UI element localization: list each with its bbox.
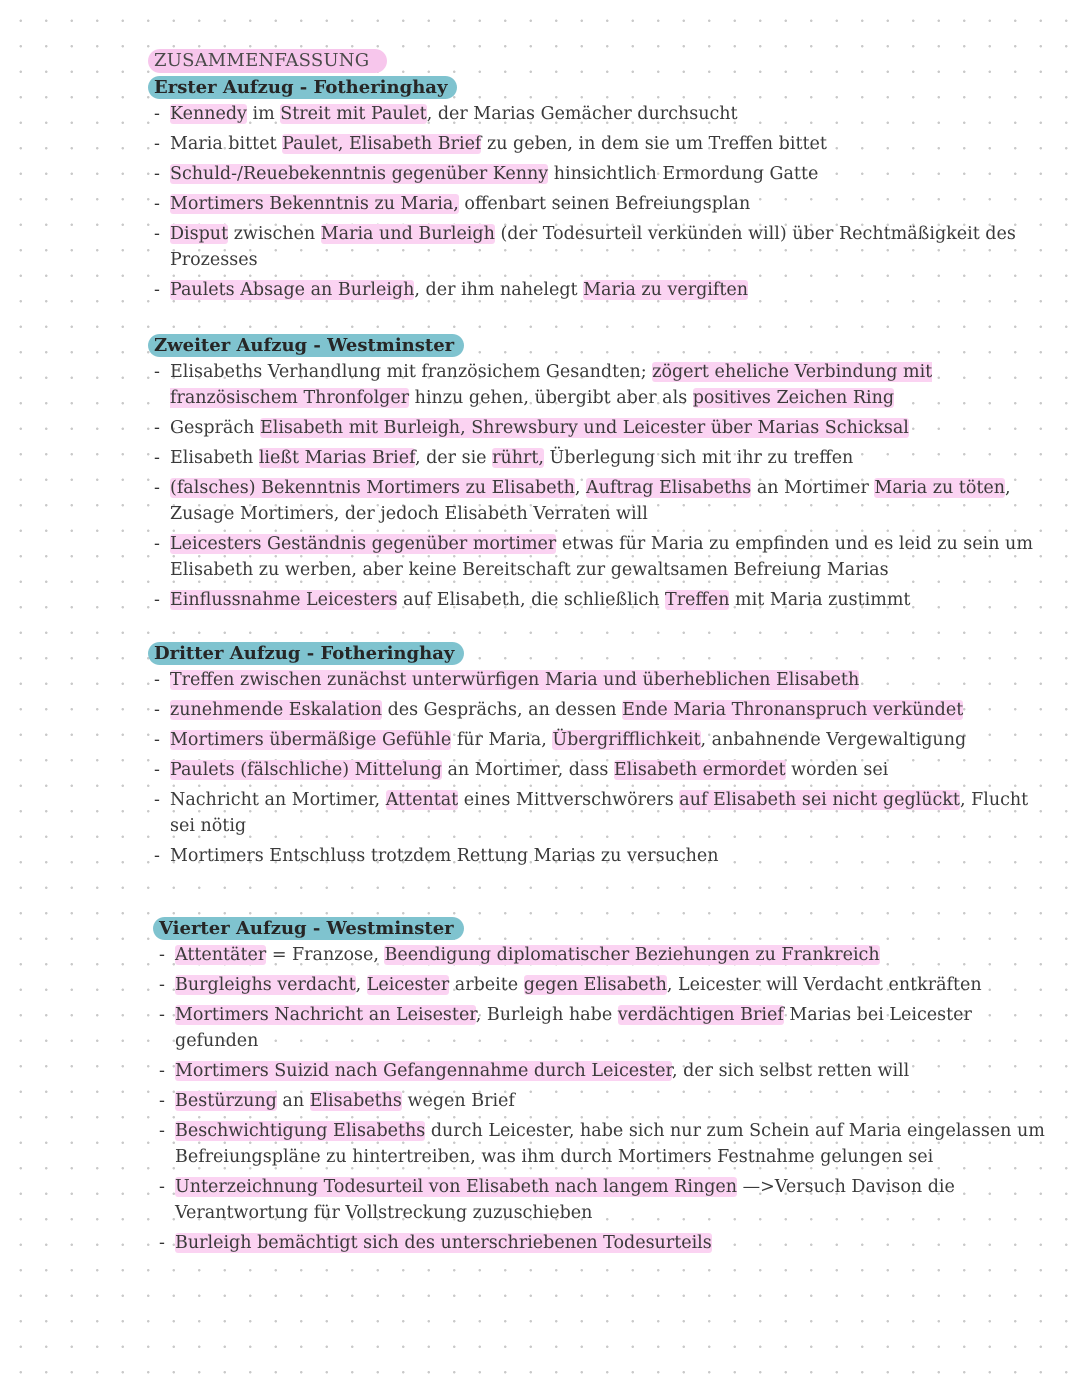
list-item: [148, 843, 1048, 869]
list-item: [148, 475, 1048, 527]
text-segment: ,: [574, 478, 587, 498]
text-segment: worden sei: [785, 760, 889, 780]
highlighted-text: Attentäter: [175, 945, 267, 965]
highlighted-text: Attentat: [385, 790, 459, 810]
list-item: [148, 587, 1048, 613]
highlighted-text: Beschwichtigung Elisabeths: [175, 1121, 426, 1141]
list-item: [153, 1230, 1053, 1256]
highlighted-text: rührt,: [492, 448, 544, 468]
highlighted-text: Paulets (fälschliche) Mittelung: [170, 760, 442, 780]
text-segment: , Zusage Mortimers, der jedoch Elisabeth Verraten will: [170, 478, 1011, 524]
highlighted-text: auf Elisabeth sei nicht geglückt: [679, 790, 960, 810]
list-item: [148, 101, 1048, 127]
highlighted-text: Beendigung diplomatischer Beziehungen zu Frankreich: [384, 945, 880, 965]
highlighted-text: Auftrag Elisabeths: [586, 478, 752, 498]
list-item: [153, 1174, 1053, 1226]
text-segment: Marias bei Leicester gefunden: [175, 1005, 972, 1051]
list-item: [148, 359, 1048, 411]
list-item: [153, 942, 1053, 968]
text-segment: , der sich selbst retten will: [671, 1061, 910, 1081]
highlighted-text: Maria zu töten: [874, 478, 1006, 498]
highlighted-text: Disput: [170, 224, 229, 244]
text-segment: durch Leicester, habe sich nur zum Schein auf Maria eingelassen um Befreiungspläne zu hintertreiben, was ihm durch Mortimers Festnahme gelungen sei: [175, 1121, 1045, 1167]
highlighted-text: Einflussnahme Leicesters: [170, 590, 398, 610]
text-segment: , Burleigh habe: [475, 1005, 618, 1025]
highlighted-text: Streit mit Paulet: [280, 104, 427, 124]
text-segment: Überlegung sich mit ihr zu treffen: [543, 448, 854, 468]
section-act-2: [148, 334, 1048, 617]
list-item: [148, 277, 1048, 303]
highlighted-text: Maria zu vergiften: [583, 280, 749, 300]
section-act-3: [148, 642, 1048, 873]
text-segment: für Maria,: [451, 730, 553, 750]
highlighted-text: zögert eheliche Verbindung mit französischem Thronfolger: [170, 362, 933, 408]
section-heading: Zweiter Aufzug - Westminster: [148, 334, 464, 357]
text-segment: im: [246, 104, 281, 124]
text-segment: Gespräch: [170, 418, 260, 438]
list-item: [148, 531, 1048, 583]
highlighted-text: Paulets Absage an Burleigh: [170, 280, 415, 300]
highlighted-text: Bestürzung: [175, 1091, 277, 1111]
list-item: [148, 697, 1048, 723]
text-segment: wegen Brief: [401, 1091, 515, 1111]
highlighted-text: ließt Marias Brief: [258, 448, 415, 468]
text-segment: hinsichtlich Ermordung Gatte: [548, 164, 819, 184]
highlighted-text: Elisabeth mit Burleigh, Shrewsbury und Leicester über Marias Schicksal: [259, 418, 909, 438]
highlighted-text: Burgleighs verdacht: [175, 975, 356, 995]
list-item: [148, 445, 1048, 471]
section-act-4: [153, 917, 1053, 1260]
highlighted-text: Maria und Burleigh: [320, 224, 495, 244]
text-segment: (der Todesurteil verkünden will) über Rechtmäßigkeit des Prozesses: [170, 224, 1016, 270]
bullet-list: [153, 942, 1053, 1256]
list-item: [148, 757, 1048, 783]
text-segment: , Flucht sei nötig: [170, 790, 1029, 836]
highlighted-text: Leicester: [366, 975, 450, 995]
highlighted-text: zunehmende Eskalation: [170, 700, 382, 720]
section-act-1: [148, 76, 1048, 307]
list-item: [153, 972, 1053, 998]
highlighted-text: Unterzeichnung Todesurteil von Elisabeth nach langem Ringen: [175, 1177, 738, 1197]
text-segment: —>Versuch Davison die Verantwortung für Vollstreckung zuzuschieben: [175, 1177, 955, 1223]
highlighted-text: Burleigh bemächtigt sich des unterschriebenen Todesurteils: [175, 1233, 712, 1253]
list-item: [148, 161, 1048, 187]
text-segment: , der Marias Gemächer durchsucht: [426, 104, 738, 124]
text-segment: arbeite: [449, 975, 524, 995]
bullet-list: [148, 667, 1048, 869]
text-segment: , Leicester will Verdacht entkräften: [666, 975, 982, 995]
list-item: [148, 787, 1048, 839]
text-segment: an Mortimer, dass: [441, 760, 614, 780]
section-heading: Erster Aufzug - Fotheringhay: [148, 76, 457, 99]
list-item: [153, 1058, 1053, 1084]
text-segment: des Gesprächs, an dessen: [382, 700, 623, 720]
list-item: [153, 1002, 1053, 1054]
highlighted-text: gegen Elisabeth: [523, 975, 667, 995]
text-segment: etwas für Maria zu empfinden und es leid zu sein um Elisabeth zu werben, aber keine Bereitschaft zur gewaltsamen Befreiung Marias: [170, 534, 1033, 580]
text-segment: , anbahnende Vergewaltigung: [700, 730, 967, 750]
list-item: [148, 131, 1048, 157]
page-title: ZUSAMMENFASSUNG: [148, 49, 387, 73]
highlighted-text: Kennedy: [170, 104, 247, 124]
text-segment: an: [276, 1091, 310, 1111]
bullet-list: [148, 359, 1048, 613]
text-segment: , der sie: [414, 448, 493, 468]
list-item: [148, 667, 1048, 693]
text-segment: ,: [355, 975, 367, 995]
text-segment: = Franzose,: [266, 945, 385, 965]
text-segment: offenbart seinen Befreiungsplan: [458, 194, 751, 214]
highlighted-text: Mortimers Nachricht an Leisester: [175, 1005, 476, 1025]
highlighted-text: Mortimers übermäßige Gefühle: [170, 730, 452, 750]
highlighted-text: Ende Maria Thronanspruch verkündet: [622, 700, 964, 720]
text-segment: Elisabeths Verhandlung mit französichem Gesandten;: [170, 362, 653, 382]
highlighted-text: Treffen zwischen zunächst unterwürfigen Maria und überheblichen Elisabeth: [170, 670, 860, 690]
highlighted-text: Elisabeths: [309, 1091, 402, 1111]
list-item: [148, 221, 1048, 273]
text-segment: Mortimers Entschluss trotzdem Rettung Marias zu versuchen: [170, 846, 719, 866]
list-item: [148, 191, 1048, 217]
text-segment: eines Mittverschwörers: [458, 790, 680, 810]
list-item: [153, 1118, 1053, 1170]
highlighted-text: Schuld-/Reuebekenntnis gegenüber Kenny: [170, 164, 549, 184]
text-segment: Maria bittet: [170, 134, 283, 154]
highlighted-text: positives Zeichen Ring: [692, 388, 895, 408]
text-segment: Nachricht an Mortimer,: [170, 790, 386, 810]
highlighted-text: Mortimers Suizid nach Gefangennahme durch Leicester: [175, 1061, 672, 1081]
text-segment: zu geben, in dem sie um Treffen bittet: [481, 134, 827, 154]
highlighted-text: Übergrifflichkeit: [552, 730, 701, 750]
highlighted-text: Mortimers Bekenntnis zu Maria,: [170, 194, 459, 214]
highlighted-text: Leicesters Geständnis gegenüber mortimer: [170, 534, 557, 554]
highlighted-text: (falsches) Bekenntnis Mortimers zu Elisabeth: [170, 478, 575, 498]
list-item: [148, 727, 1048, 753]
text-segment: hinzu gehen, übergibt aber als: [409, 388, 693, 408]
highlighted-text: Paulet, Elisabeth Brief: [282, 134, 482, 154]
highlighted-text: Elisabeth ermordet: [613, 760, 786, 780]
text-segment: an Mortimer: [751, 478, 875, 498]
text-segment: auf Elisabeth, die schließlich: [397, 590, 666, 610]
text-segment: zwischen: [228, 224, 321, 244]
section-heading: Vierter Aufzug - Westminster: [153, 917, 464, 940]
highlighted-text: verdächtigen Brief: [617, 1005, 784, 1025]
text-segment: , der ihm nahelegt: [414, 280, 584, 300]
highlighted-text: Treffen: [665, 590, 730, 610]
text-segment: mit Maria zustimmt: [729, 590, 911, 610]
list-item: [153, 1088, 1053, 1114]
list-item: [148, 415, 1048, 441]
bullet-list: [148, 101, 1048, 303]
section-heading: Dritter Aufzug - Fotheringhay: [148, 642, 464, 665]
text-segment: Elisabeth: [170, 448, 259, 468]
